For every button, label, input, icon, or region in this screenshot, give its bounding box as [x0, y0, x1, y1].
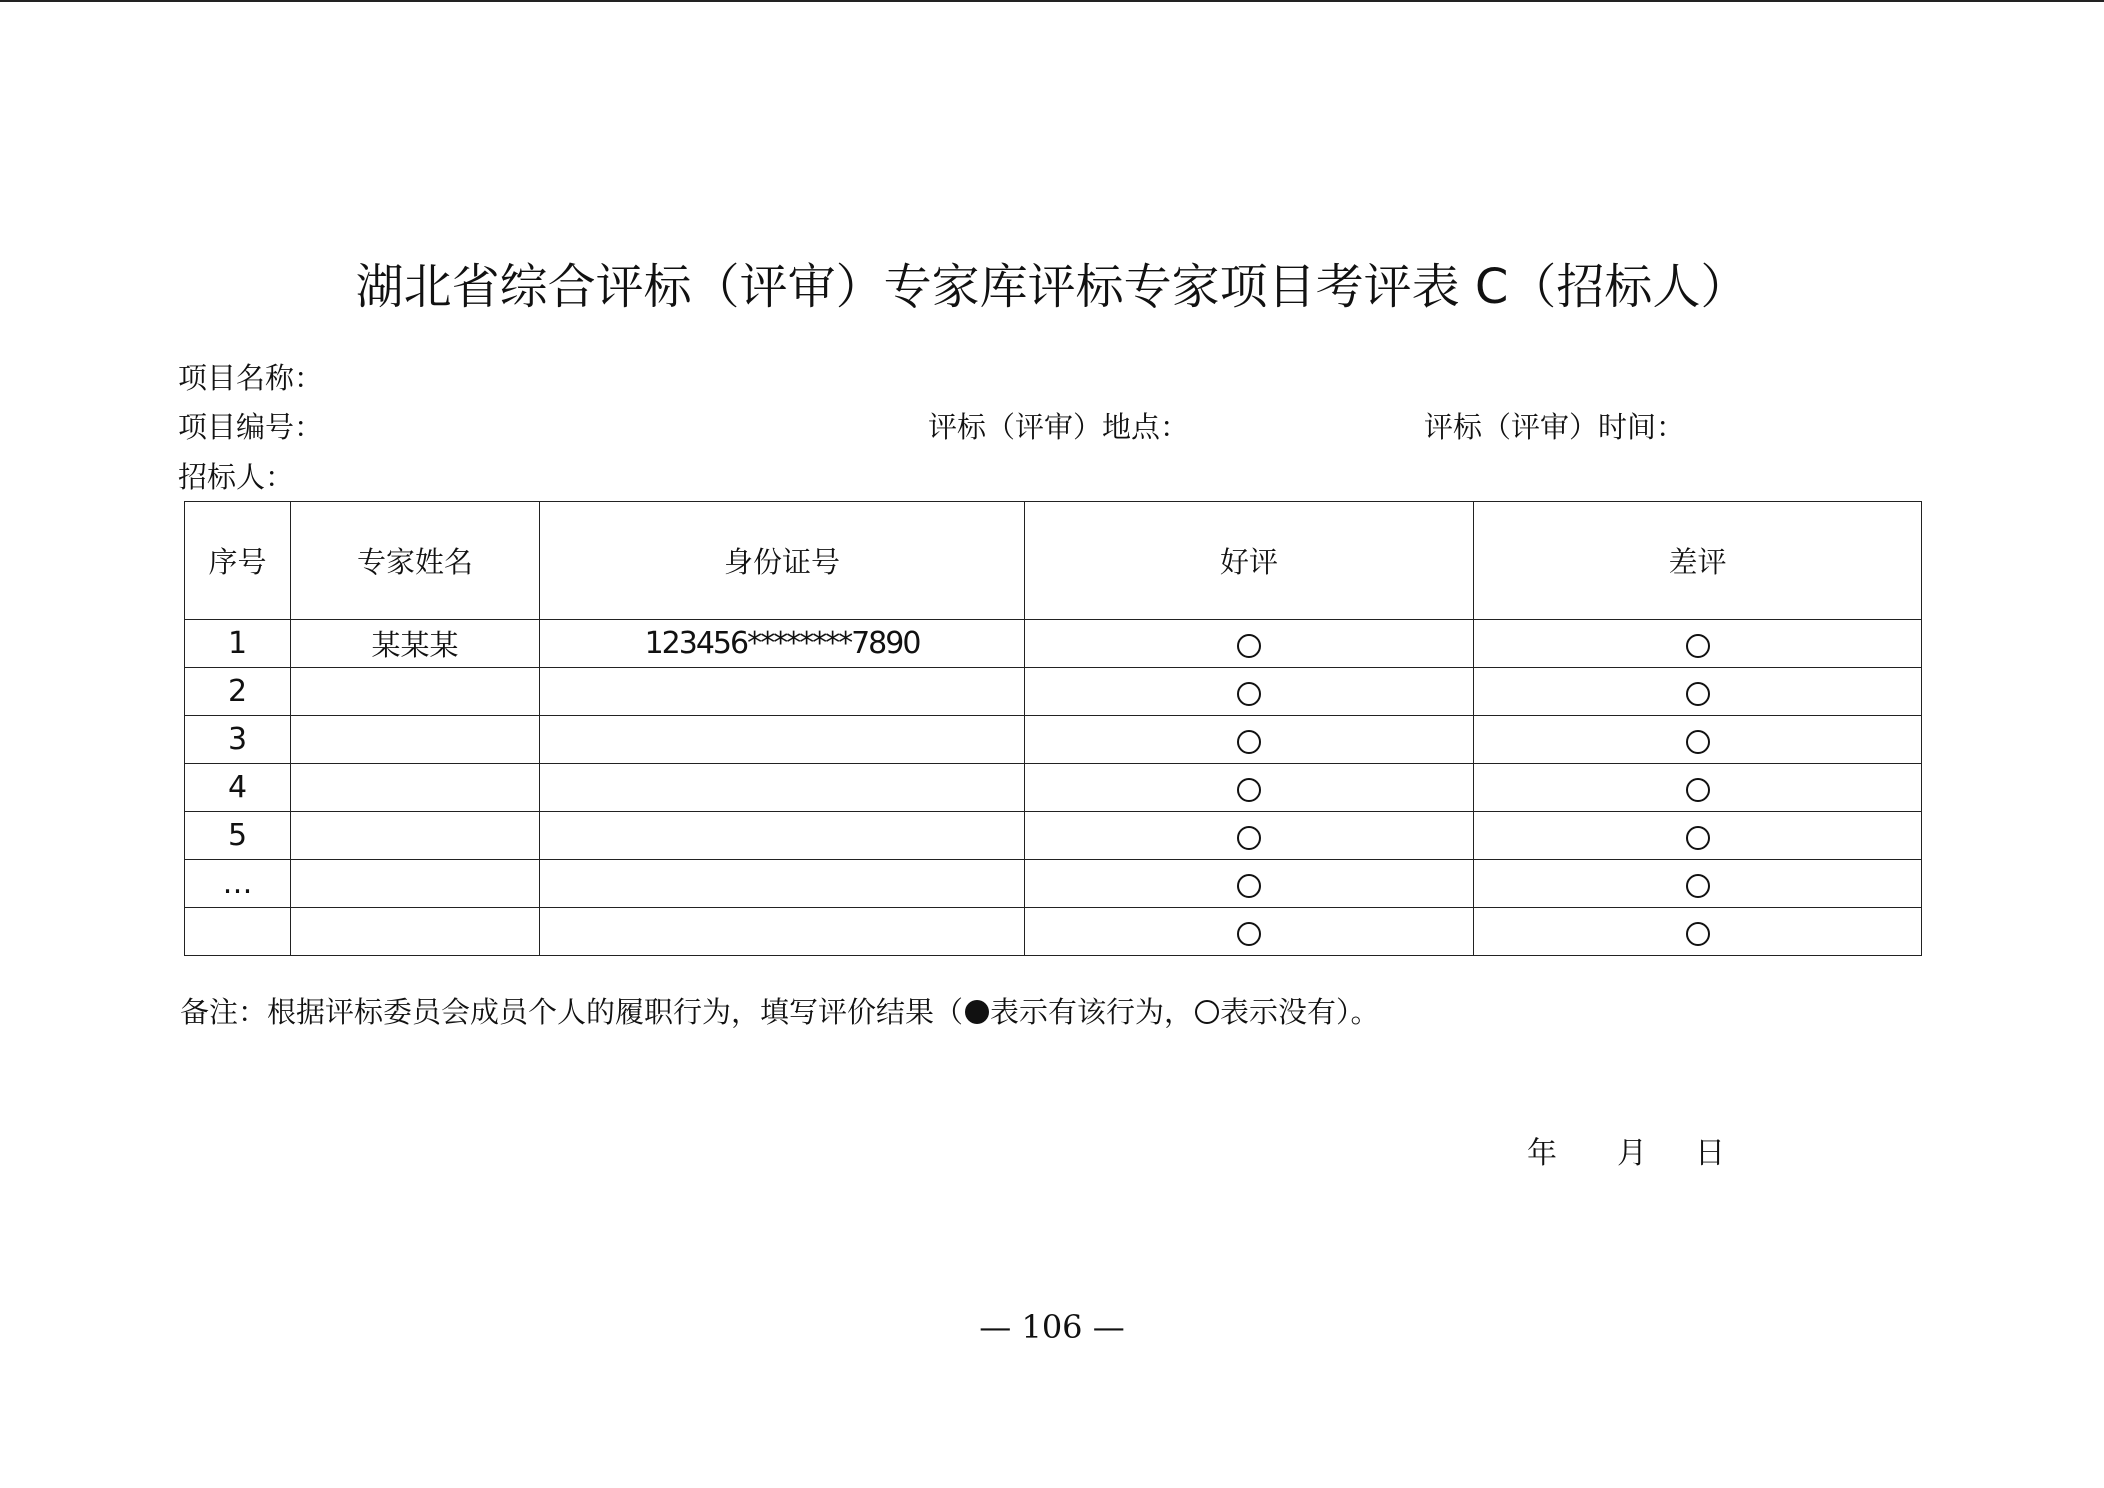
table-row — [185, 716, 1922, 764]
project-number-label: 项目编号： — [178, 410, 324, 444]
good-review-cell[interactable] — [1025, 620, 1474, 668]
expert-name-cell[interactable] — [291, 812, 540, 860]
good-review-cell[interactable] — [1025, 764, 1474, 812]
expert-name-cell[interactable] — [291, 860, 540, 908]
bad-review-radio-icon[interactable] — [1686, 634, 1710, 658]
row-index: 2 — [185, 668, 291, 716]
bad-review-cell[interactable] — [1474, 908, 1922, 956]
bad-review-cell[interactable] — [1474, 668, 1922, 716]
header-id-number: 身份证号 — [540, 502, 1025, 620]
good-review-cell[interactable] — [1025, 668, 1474, 716]
tenderer-label: 招标人： — [178, 460, 295, 494]
good-review-radio-icon[interactable] — [1237, 778, 1261, 802]
id-number-cell[interactable]: 123456********7890 — [540, 620, 1025, 668]
bad-review-cell[interactable] — [1474, 812, 1922, 860]
row-index: 5 — [185, 812, 291, 860]
id-number-cell[interactable] — [540, 716, 1025, 764]
page-number: — 106 — — [979, 1308, 1125, 1346]
expert-name-cell[interactable] — [291, 668, 540, 716]
good-review-cell[interactable] — [1025, 716, 1474, 764]
bad-review-radio-icon[interactable] — [1686, 730, 1710, 754]
empty-circle-icon — [1195, 1000, 1219, 1024]
filled-circle-icon — [965, 1000, 989, 1024]
expert-name-cell[interactable]: 某某某 — [291, 620, 540, 668]
document-title: 湖北省综合评标（评审）专家库评标专家项目考评表 C（招标人） — [355, 259, 1749, 315]
bad-review-radio-icon[interactable] — [1686, 826, 1710, 850]
review-location-label: 评标（评审）地点： — [928, 410, 1190, 444]
date-year-label: 年 — [1527, 1136, 1557, 1171]
good-review-cell[interactable] — [1025, 860, 1474, 908]
row-index: … — [185, 860, 291, 908]
remark-filled-text: 表示有该行为， — [990, 995, 1194, 1029]
good-review-radio-icon[interactable] — [1237, 682, 1261, 706]
table-row — [185, 668, 1922, 716]
good-review-radio-icon[interactable] — [1237, 826, 1261, 850]
table-row — [185, 908, 1922, 956]
bad-review-radio-icon[interactable] — [1686, 922, 1710, 946]
good-review-radio-icon[interactable] — [1237, 874, 1261, 898]
table-row — [185, 620, 1922, 668]
remark-note — [180, 990, 1380, 1031]
id-number-cell[interactable] — [540, 764, 1025, 812]
row-index — [185, 908, 291, 956]
bad-review-radio-icon[interactable] — [1686, 778, 1710, 802]
table-row — [185, 812, 1922, 860]
id-number-cell[interactable] — [540, 860, 1025, 908]
row-index: 3 — [185, 716, 291, 764]
project-name-label: 项目名称： — [178, 361, 324, 395]
remark-prefix: 备注：根据评标委员会成员个人的履职行为，填写评价结果（ — [180, 995, 964, 1029]
good-review-cell[interactable] — [1025, 908, 1474, 956]
good-review-radio-icon[interactable] — [1237, 634, 1261, 658]
bad-review-cell[interactable] — [1474, 764, 1922, 812]
remark-empty-text: 表示没有）。 — [1220, 995, 1380, 1029]
bad-review-radio-icon[interactable] — [1686, 874, 1710, 898]
header-good-review: 好评 — [1025, 502, 1474, 620]
table-row — [185, 860, 1922, 908]
bad-review-cell[interactable] — [1474, 620, 1922, 668]
expert-name-cell[interactable] — [291, 764, 540, 812]
bad-review-cell[interactable] — [1474, 716, 1922, 764]
review-time-label: 评标（评审）时间： — [1424, 410, 1686, 444]
good-review-cell[interactable] — [1025, 812, 1474, 860]
expert-name-cell[interactable] — [291, 716, 540, 764]
date-day-label: 日 — [1695, 1136, 1725, 1171]
row-index: 4 — [185, 764, 291, 812]
good-review-radio-icon[interactable] — [1237, 730, 1261, 754]
bad-review-cell[interactable] — [1474, 860, 1922, 908]
header-index: 序号 — [185, 502, 291, 620]
row-index: 1 — [185, 620, 291, 668]
table-header-row — [185, 502, 1922, 620]
top-border-line — [0, 0, 2104, 2]
expert-evaluation-table — [184, 501, 1922, 956]
date-month-label: 月 — [1617, 1136, 1647, 1171]
table-row — [185, 764, 1922, 812]
bad-review-radio-icon[interactable] — [1686, 682, 1710, 706]
header-expert-name: 专家姓名 — [291, 502, 540, 620]
good-review-radio-icon[interactable] — [1237, 922, 1261, 946]
id-number-cell[interactable] — [540, 908, 1025, 956]
header-bad-review: 差评 — [1474, 502, 1922, 620]
id-number-cell[interactable] — [540, 668, 1025, 716]
id-number-cell[interactable] — [540, 812, 1025, 860]
expert-name-cell[interactable] — [291, 908, 540, 956]
